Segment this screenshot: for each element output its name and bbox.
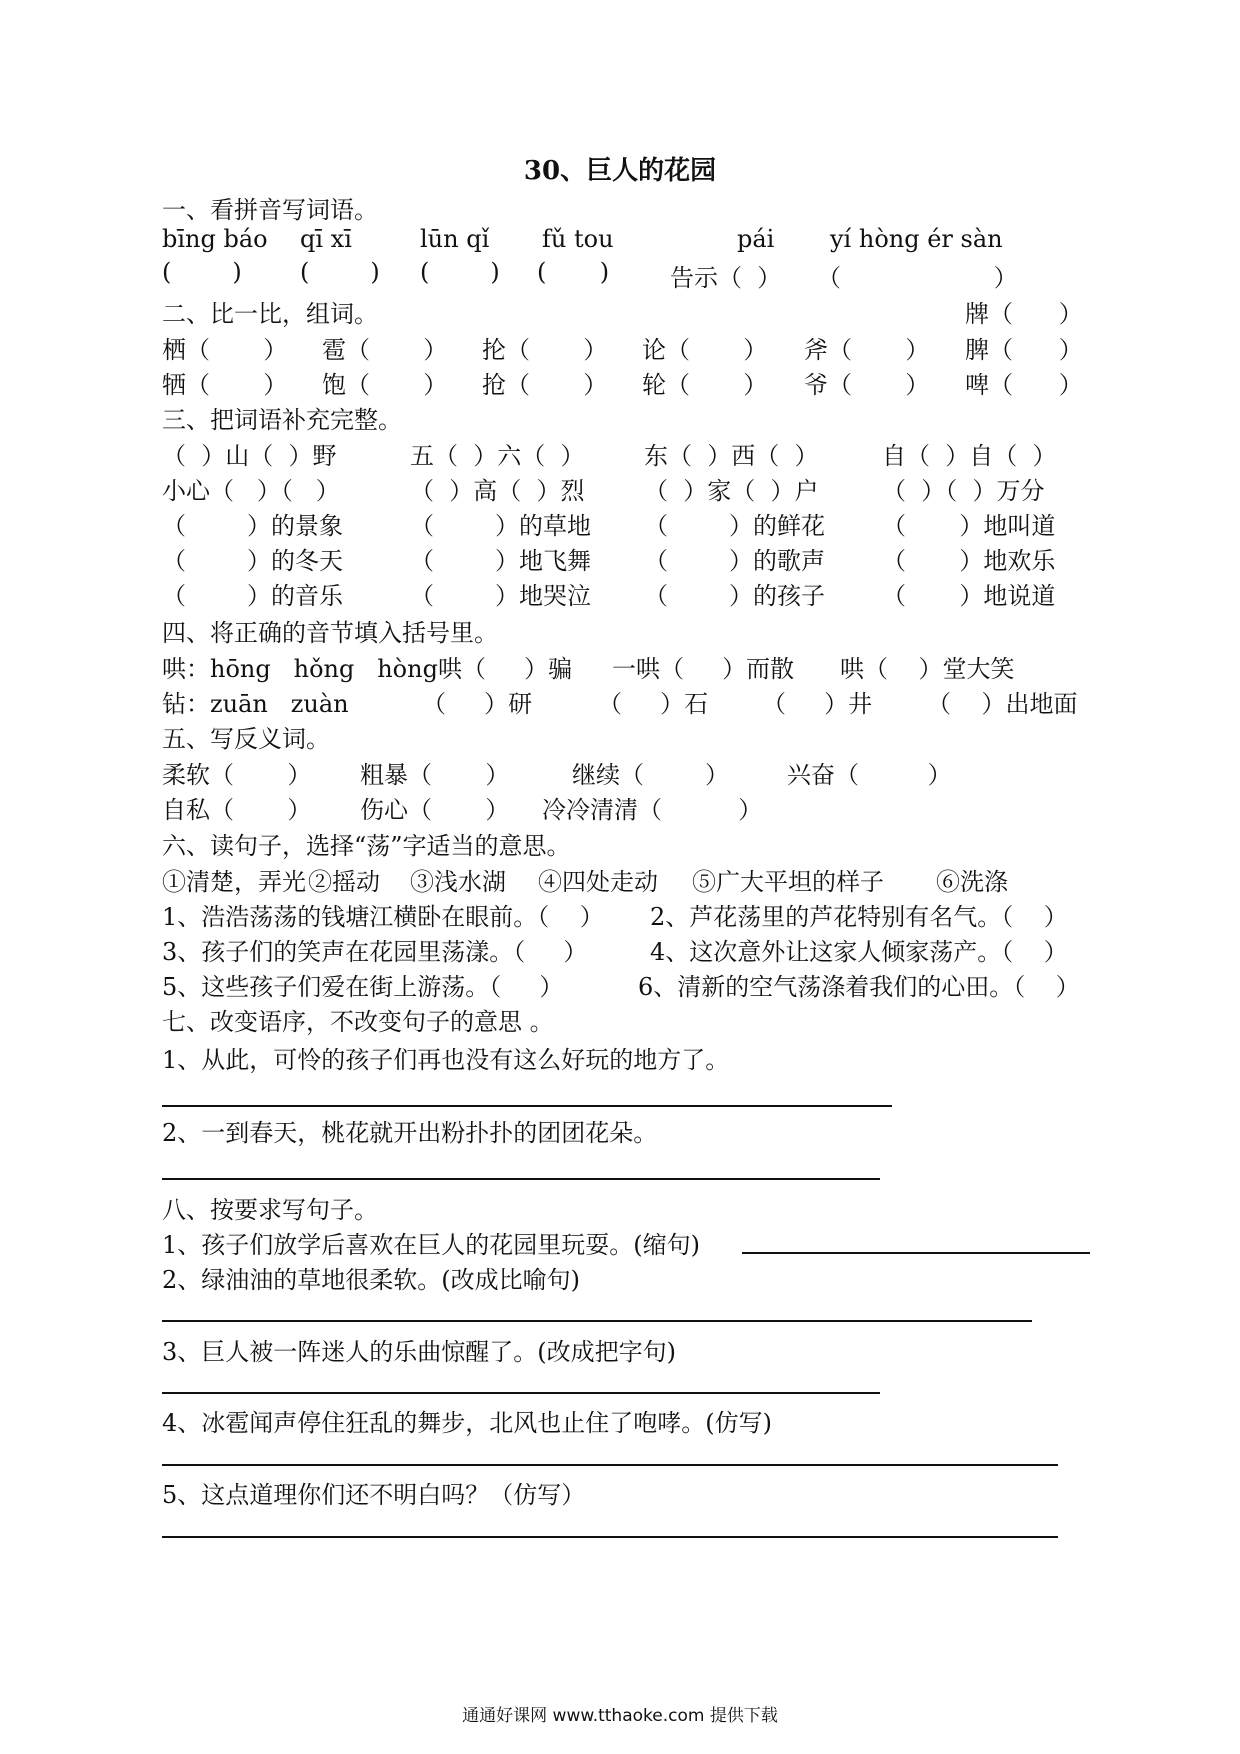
pinyin-5: pái xyxy=(737,225,775,253)
blank-3: ( ) xyxy=(420,258,500,286)
pinyin-3: lūn qǐ xyxy=(420,225,490,253)
answer-line-7[interactable] xyxy=(162,1536,1058,1538)
answer-line-5[interactable] xyxy=(162,1392,880,1394)
pinyin-4: fǔ tou xyxy=(542,225,614,253)
pinyin-2: qī xī xyxy=(300,225,352,253)
answer-line-6[interactable] xyxy=(162,1464,1058,1466)
answer-line-4[interactable] xyxy=(162,1320,1032,1322)
answer-line-1[interactable] xyxy=(162,1105,892,1107)
footer-credit: 通通好课网 www.tthaoke.com 提供下载 xyxy=(462,1706,778,1726)
page-title: 30、巨人的花园 xyxy=(523,156,717,186)
section-2-heading: 二、比一比，组词。 xyxy=(162,300,378,328)
blank-5: 告示（ ） xyxy=(670,264,782,292)
answer-line-2[interactable] xyxy=(162,1178,880,1180)
pinyin-1: bīng báo xyxy=(162,225,268,253)
pinyin-6: yí hòng ér sàn xyxy=(830,225,1003,253)
blank-2: ( ) xyxy=(300,258,380,286)
blank-4: ( ) xyxy=(537,258,610,286)
blank-1: ( ) xyxy=(162,258,242,286)
compare-extra: 牌（ ） xyxy=(965,300,1083,328)
answer-line-3[interactable] xyxy=(742,1252,1090,1254)
blank-6: （ ） xyxy=(817,264,1018,292)
worksheet-page: 30、巨人的花园 一、看拼音写词语。 bīng báo qī xī lūn qǐ fǔ tou pái yí hòng ér sàn ( ) ( ) ( ) ( ) 告示（ ） （ ） 二、比一比，组词。 牌（ ） 栖（ ） 雹（ ） 抡（ ） 论（ ） 斧（ ） 脾（ ） 牺（ ） 饱（ ） 抢（ ） 轮（ ） 爷（ ） 啤（ ） 三、把词语补充完整。 （ ）山（ ）野 五（ ）六（ ） 东（ ）西（ ） 自（ ）自（ ） 小心（ ）（ ） （ ）高（ ）烈 （ ）家（ ）户 （ ）（ ）万分 （ ）的景象 （ ）的草地 （ ）的鲜花 （ ）地叫道 （ ）的冬天 （ ）地飞舞 （ ）的歌声 （ ）地欢乐 （ ）的音乐 （ ）地哭泣 （ ）的孩子 （ ）地说道 四、将正确的音节填入括号里。 哄：hōng hǒng hòng 哄（ ）骗 一哄（ ）而散 哄（ ）堂大笑 钻：zuān zuàn （ ）研 （ ）石 （ ）井 （ ）出地面 五、写反义词。 柔软（ ） 粗暴（ ） 继续（ ） 兴奋（ ） 自私（ ） 伤心（ ） 冷冷清清（ ） 六、读句子，选择“荡”字适当的意思。 ①清楚，弄光 ②摇动 ③浅水湖 ④四处走动 ⑤广大平坦的样子 ⑥洗涤 1、浩浩荡荡的钱塘江横卧在眼前。（ ） 2、芦花荡里的芦花特别有名气。（ ） 3、孩子们的笑声在花园里荡漾。（ ） 4、这次意外让这家人倾家荡产。（ ） 5、这些孩子们爱在街上游荡。（ ） 6、清新的空气荡涤着我们的心田。（ ） 七、改变语序，不改变句子的意思 。 1、从此，可怜的孩子们再也没有这么好玩的地方了。 2、一到春天，桃花就开出粉扑扑的团团花朵。 八、按要求写句子。 1、孩子们放学后喜欢在巨人的花园里玩耍。(缩句) 2、绿油油的草地很柔软。(改成比喻句) 3、巨人被一阵迷人的乐曲惊醒了。(改成把字句) 4、冰雹闻声停住狂乱的舞步，北风也止住了咆哮。(仿写) 5、这点道理你们还不明白吗？（仿写） 通通好课网 www.tthaoke.com 提供下载 xyxy=(0,0,1240,1754)
